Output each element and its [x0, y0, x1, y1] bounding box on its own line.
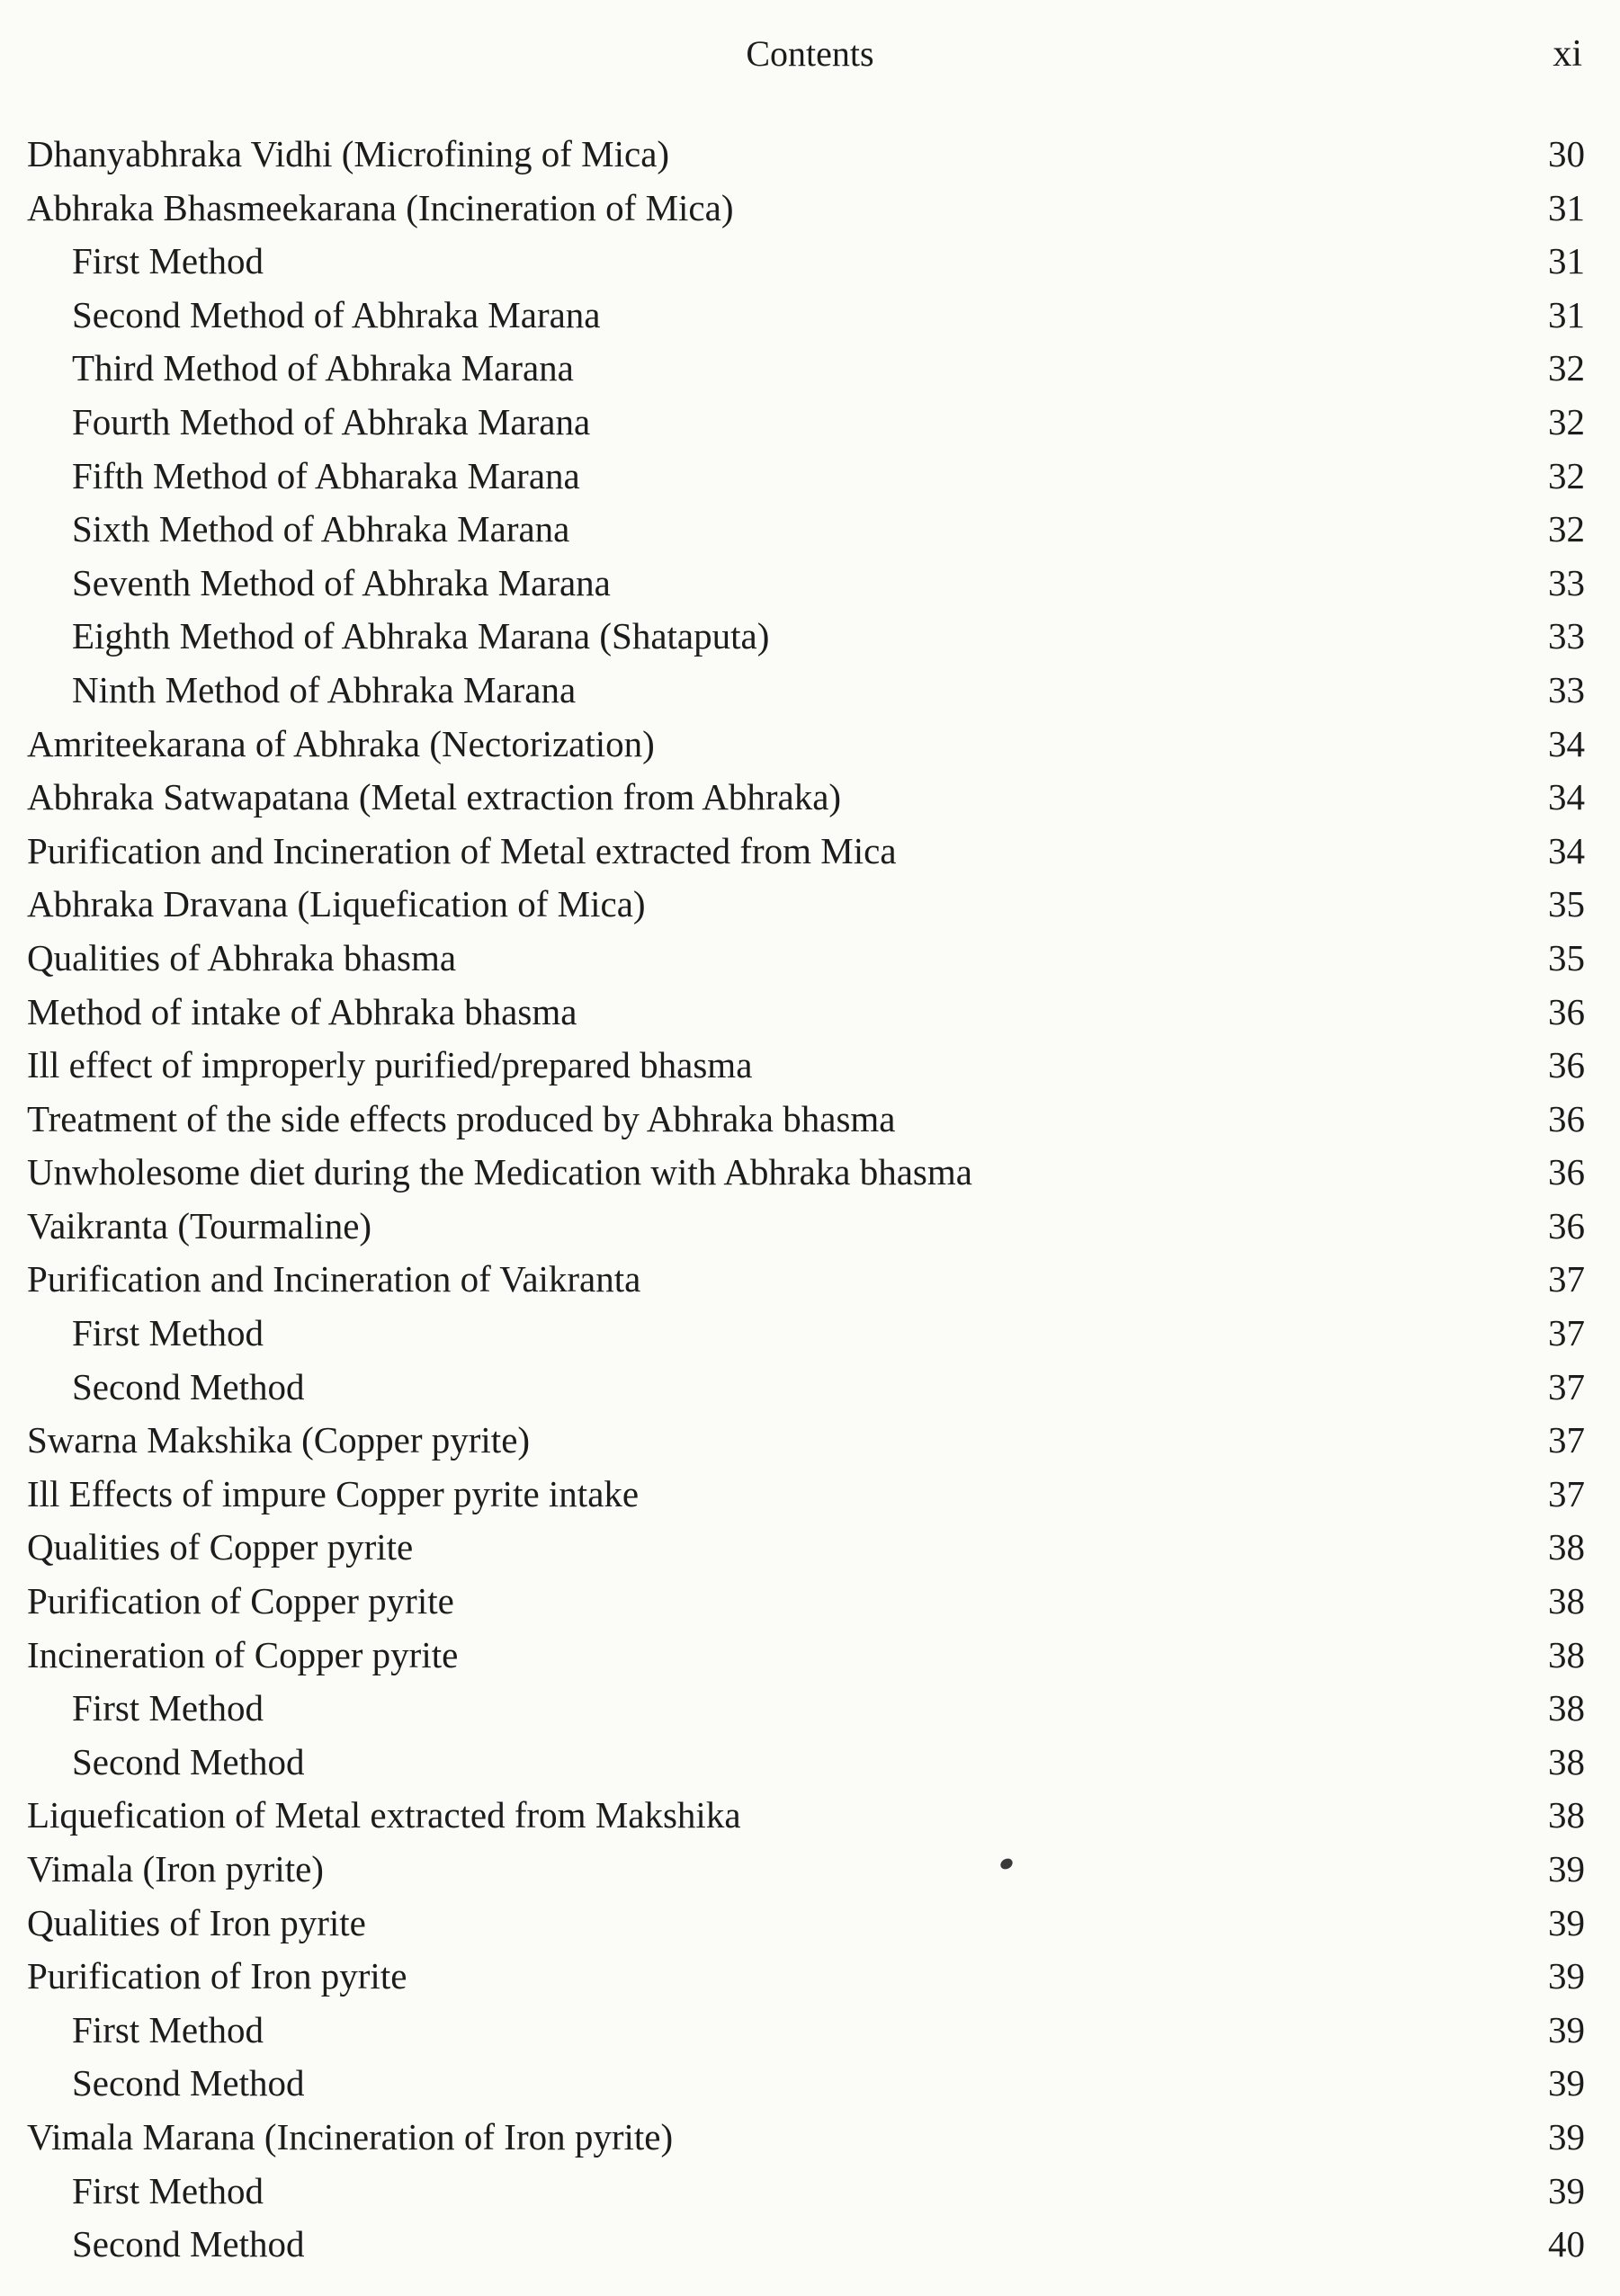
- toc-entry-page: 37: [1548, 1419, 1585, 1461]
- toc-entry-title: Abhraka Bhasmeekarana (Incineration of Mica): [27, 186, 734, 228]
- toc-entry-title: Incineration of Copper pyrite: [27, 1633, 459, 1675]
- toc-entry-page: 36: [1548, 1151, 1585, 1193]
- toc-entry-title: Ill Effects of impure Copper pyrite intake: [27, 1472, 640, 1514]
- toc-subentry: [27, 610, 1585, 664]
- toc-entry: [27, 1039, 1585, 1093]
- toc-entry-page: 38: [1548, 1740, 1585, 1782]
- toc-entry: [27, 2111, 1585, 2165]
- toc-entry-page: 39: [1548, 2008, 1585, 2050]
- toc-entry: [27, 1093, 1585, 1147]
- toc-entry-title: Second Method: [72, 1365, 305, 1407]
- toc-entry-title: First Method: [72, 1312, 264, 1354]
- running-head: [0, 29, 1620, 79]
- toc-entry-page: 32: [1548, 347, 1585, 389]
- toc-entry-title: Purification of Copper pyrite: [27, 1580, 454, 1622]
- toc-entry-title: Fifth Method of Abharaka Marana: [72, 454, 580, 496]
- toc-entry-title: Unwholesome diet during the Medication with Abhraka bhasma: [27, 1151, 972, 1193]
- toc-entry-title: Purification and Incineration of Vaikranta: [27, 1258, 641, 1300]
- toc-entry-page: 37: [1548, 1472, 1585, 1514]
- toc-entry-title: Qualities of Abhraka bhasma: [27, 936, 457, 978]
- toc-entry-title: Second Method of Abhraka Marana: [72, 293, 601, 335]
- toc-entry-title: Vimala (Iron pyrite): [27, 1848, 324, 1890]
- toc-entry: [27, 878, 1585, 932]
- toc-entry-page: 39: [1548, 2062, 1585, 2104]
- toc-entry-page: 35: [1548, 936, 1585, 978]
- toc-entry-page: 33: [1548, 561, 1585, 603]
- toc-entry: [27, 1629, 1585, 1683]
- toc-entry-page: 37: [1548, 1365, 1585, 1407]
- toc-entry-page: 38: [1548, 1794, 1585, 1836]
- toc-entry-title: Qualities of Iron pyrite: [27, 1901, 366, 1943]
- toc-entry-page: 38: [1548, 1526, 1585, 1568]
- toc-entry-page: 39: [1548, 2169, 1585, 2211]
- toc-entry-title: Swarna Makshika (Copper pyrite): [27, 1419, 531, 1461]
- toc-entry-page: 36: [1548, 1044, 1585, 1086]
- toc-entry-page: 38: [1548, 1687, 1585, 1729]
- toc-entry: [27, 1843, 1585, 1897]
- toc-subentry: [27, 289, 1585, 343]
- table-of-contents: [27, 128, 1585, 2272]
- toc-subentry: [27, 1361, 1585, 1415]
- toc-entry-title: Eighth Method of Abhraka Marana (Shataputa): [72, 615, 770, 657]
- toc-entry-title: Treatment of the side effects produced by Abhraka bhasma: [27, 1097, 896, 1139]
- toc-subentry: [27, 2004, 1585, 2058]
- toc-entry-title: Abhraka Dravana (Liquefication of Mica): [27, 883, 646, 925]
- running-title: Contents: [746, 33, 874, 74]
- toc-subentry: [27, 1307, 1585, 1361]
- toc-entry-title: Seventh Method of Abhraka Marana: [72, 561, 611, 603]
- toc-entry-title: Vimala Marana (Incineration of Iron pyrite): [27, 2115, 674, 2158]
- toc-entry-page: 36: [1548, 1097, 1585, 1139]
- toc-entry-title: First Method: [72, 2008, 264, 2050]
- toc-entry-page: 37: [1548, 1312, 1585, 1354]
- toc-entry-page: 32: [1548, 508, 1585, 550]
- toc-entry-title: Amriteekarana of Abhraka (Nectorization): [27, 722, 655, 764]
- toc-entry: [27, 1789, 1585, 1843]
- toc-subentry: [27, 1736, 1585, 1790]
- toc-entry-page: 39: [1548, 1901, 1585, 1943]
- toc-entry-page: 39: [1548, 1848, 1585, 1890]
- toc-subentry: [27, 450, 1585, 504]
- toc-entry: [27, 825, 1585, 879]
- toc-subentry: [27, 503, 1585, 557]
- toc-entry: [27, 1897, 1585, 1951]
- toc-entry: [27, 1253, 1585, 1307]
- toc-entry-page: 39: [1548, 1955, 1585, 1997]
- toc-entry: [27, 1521, 1585, 1575]
- toc-entry-page: 35: [1548, 883, 1585, 925]
- toc-entry-title: Second Method: [72, 2062, 305, 2104]
- toc-entry: [27, 932, 1585, 986]
- toc-entry-page: 38: [1548, 1580, 1585, 1622]
- toc-entry-page: 34: [1548, 776, 1585, 818]
- toc-subentry: [27, 557, 1585, 611]
- toc-entry-page: 37: [1548, 1258, 1585, 1300]
- toc-entry-page: 36: [1548, 1204, 1585, 1246]
- toc-subentry: [27, 1682, 1585, 1736]
- toc-entry-title: Purification of Iron pyrite: [27, 1955, 407, 1997]
- toc-entry: [27, 1146, 1585, 1200]
- toc-entry-page: 30: [1548, 133, 1585, 174]
- toc-entry: [27, 128, 1585, 182]
- toc-entry-title: Method of intake of Abhraka bhasma: [27, 990, 577, 1032]
- toc-subentry: [27, 664, 1585, 718]
- toc-entry-page: 34: [1548, 722, 1585, 764]
- toc-subentry: [27, 2165, 1585, 2219]
- toc-entry-page: 31: [1548, 240, 1585, 282]
- toc-entry-title: Dhanyabhraka Vidhi (Microfining of Mica): [27, 133, 670, 174]
- toc-entry-title: Qualities of Copper pyrite: [27, 1526, 414, 1568]
- toc-entry-title: Fourth Method of Abhraka Marana: [72, 400, 591, 442]
- toc-entry-page: 31: [1548, 186, 1585, 228]
- toc-subentry: [27, 2218, 1585, 2272]
- toc-subentry: [27, 342, 1585, 396]
- toc-entry-title: Vaikranta (Tourmaline): [27, 1204, 372, 1246]
- toc-entry-page: 31: [1548, 293, 1585, 335]
- toc-entry-page: 33: [1548, 668, 1585, 710]
- toc-entry: [27, 1200, 1585, 1254]
- toc-entry-title: Third Method of Abhraka Marana: [72, 347, 574, 389]
- toc-subentry: [27, 396, 1585, 450]
- toc-entry-page: 36: [1548, 990, 1585, 1032]
- toc-entry: [27, 1950, 1585, 2004]
- page-number: xi: [1553, 33, 1582, 75]
- toc-entry-title: Ninth Method of Abhraka Marana: [72, 668, 577, 710]
- toc-entry: [27, 1414, 1585, 1468]
- toc-entry: [27, 771, 1585, 825]
- toc-entry-title: Liquefication of Metal extracted from Makshika: [27, 1794, 741, 1836]
- toc-entry-page: 33: [1548, 615, 1585, 657]
- toc-entry-title: Second Method: [72, 1740, 305, 1782]
- toc-entry: [27, 718, 1585, 772]
- toc-entry-title: Sixth Method of Abhraka Marana: [72, 508, 570, 550]
- toc-entry-title: Abhraka Satwapatana (Metal extraction from Abhraka): [27, 776, 842, 818]
- toc-entry: [27, 986, 1585, 1040]
- toc-entry-title: First Method: [72, 2169, 264, 2211]
- toc-entry: [27, 182, 1585, 236]
- toc-subentry: [27, 2057, 1585, 2111]
- toc-subentry: [27, 235, 1585, 289]
- toc-entry-title: Ill effect of improperly purified/prepared bhasma: [27, 1044, 753, 1086]
- toc-entry-title: Purification and Incineration of Metal extracted from Mica: [27, 829, 897, 871]
- toc-entry-page: 32: [1548, 454, 1585, 496]
- toc-entry-page: 38: [1548, 1633, 1585, 1675]
- toc-entry-page: 39: [1548, 2115, 1585, 2158]
- toc-entry: [27, 1468, 1585, 1522]
- toc-entry-page: 40: [1548, 2223, 1585, 2265]
- toc-entry-title: First Method: [72, 240, 264, 282]
- toc-entry: [27, 1575, 1585, 1629]
- toc-entry-title: First Method: [72, 1687, 264, 1729]
- toc-entry-page: 34: [1548, 829, 1585, 871]
- toc-entry-page: 32: [1548, 400, 1585, 442]
- toc-entry-title: Second Method: [72, 2223, 305, 2265]
